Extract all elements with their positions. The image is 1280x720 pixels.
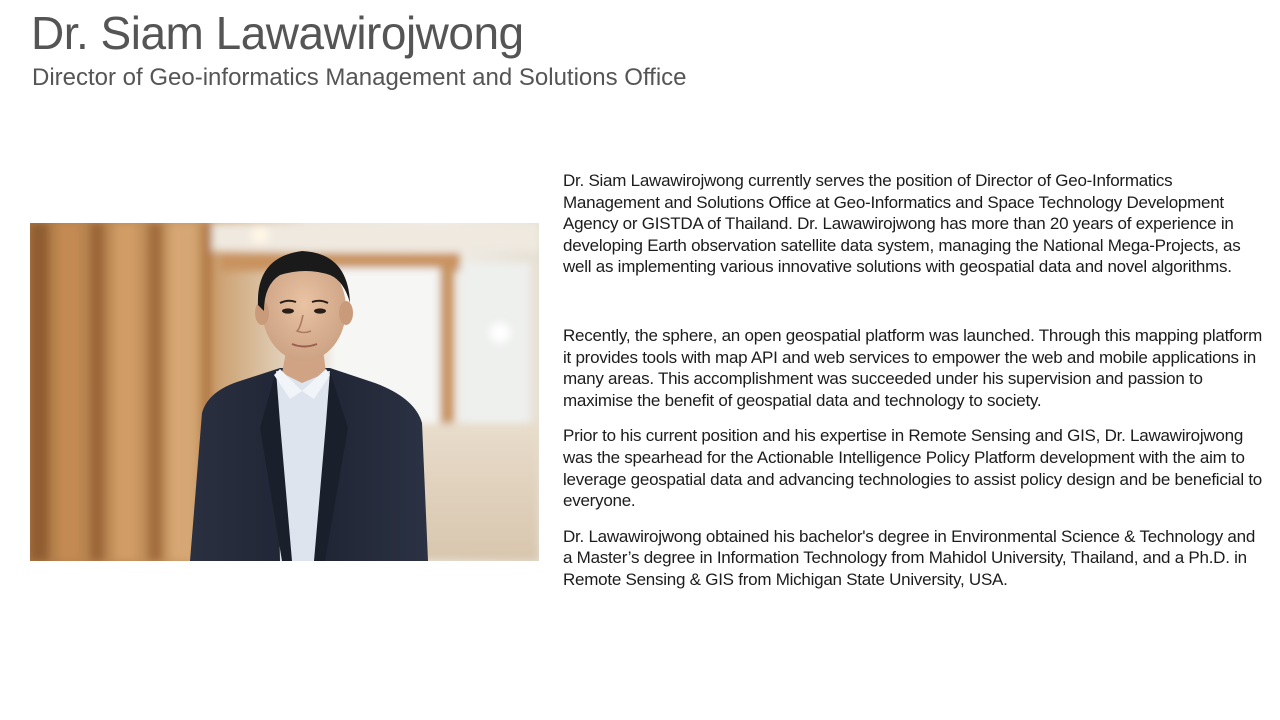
bio-paragraph-education: Dr. Lawawirojwong obtained his bachelor's degree in Environmental Science & Technology and a Master’s degree in Information Technology from Mahidol University, Thailand, and a Ph.D. in Remote Sensing & GIS from Michigan State University, USA. (563, 526, 1256, 589)
biography (563, 170, 1263, 591)
portrait-photo (30, 223, 539, 561)
page-title: Dr. Siam Lawawirojwong (31, 7, 524, 59)
bio-paragraph-current-role: Dr. Siam Lawawirojwong currently serves the position of Director of Geo-Informatics Management and Solutions Office at Geo-Informatics and Space Technology Development Agency or GISTDA of Thailand. Dr. Lawawirojwong has more than 20 years of experience in developing Earth observation satellite data system, managing the National Mega-Projects, as well as implementing various innovative solutions with geospatial data and novel algorithms. (563, 171, 1241, 277)
bio-paragraph-prior-experience: Prior to his current position and his expertise in Remote Sensing and GIS, Dr. Lawawirojwong was the spearhead for the Actionable Intelligence Policy Platform development with the aim to leverage geospatial data and advancing technologies to assist policy design and be beneficial to everyone. (563, 426, 1262, 511)
bio-paragraph-sphere-platform: Recently, the sphere, an open geospatial platform was launched. Through this mapping platform it provides tools with map API and web services to empower the web and mobile applications in many areas. This accomplishment was succeeded under his supervision and passion to maximise the benefit of geospatial data and technology to society. (563, 325, 1263, 410)
page-subtitle: Director of Geo-informatics Management and Solutions Office (32, 64, 687, 91)
portrait-photo-icon (30, 223, 539, 561)
